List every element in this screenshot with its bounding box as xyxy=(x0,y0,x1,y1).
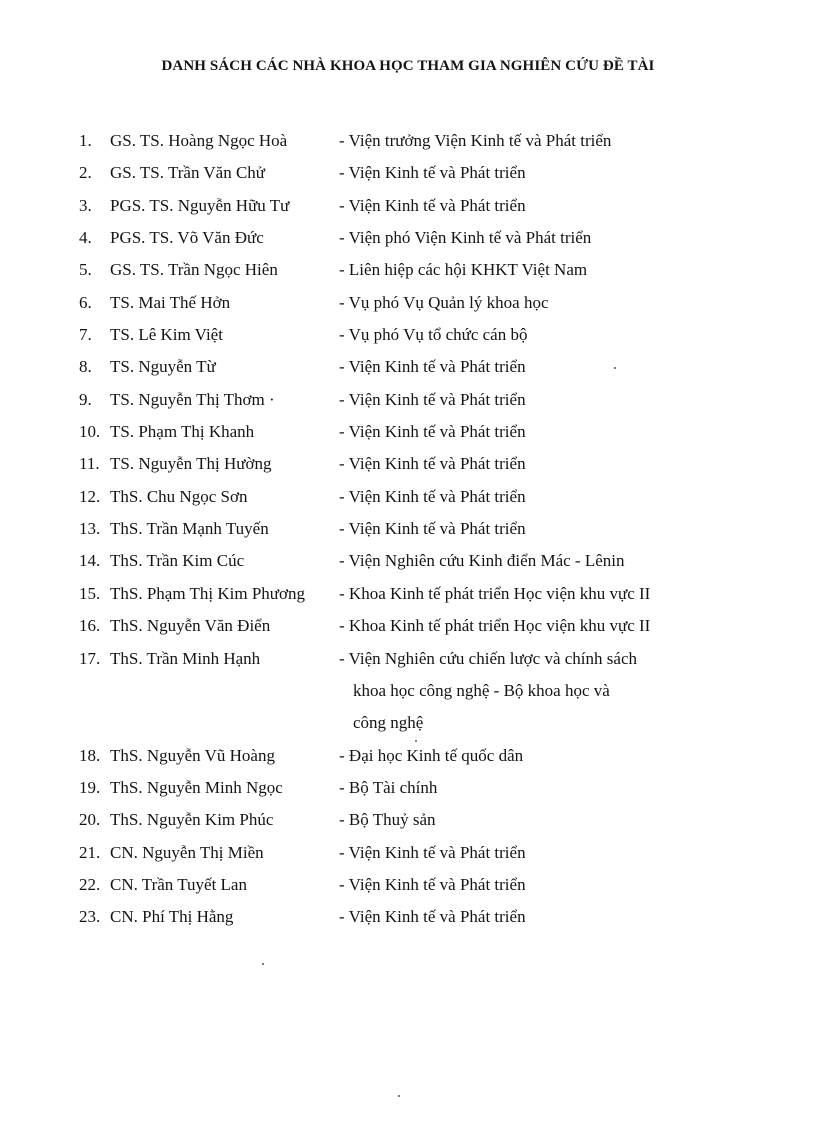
member-number: 10. xyxy=(79,422,101,442)
member-number: 7. xyxy=(79,325,92,345)
affiliation-line: - Vụ phó Vụ tổ chức cán bộ xyxy=(339,325,528,345)
member-number: 5. xyxy=(79,260,92,280)
member-number: 19. xyxy=(79,777,101,797)
scan-speck xyxy=(262,963,264,965)
member-row xyxy=(74,351,774,383)
member-number: 6. xyxy=(79,292,92,312)
member-name: TS. Nguyễn Từ xyxy=(110,357,216,377)
affiliation-line: - Khoa Kinh tế phát triển Học viện khu vực II xyxy=(339,583,651,603)
affiliation-line: - Đại học Kinh tế quốc dân xyxy=(339,745,524,765)
member-affiliation xyxy=(339,643,709,740)
affiliation-line: - Viện Kinh tế và Phát triển xyxy=(339,357,526,377)
affiliation-line: - Viện Kinh tế và Phát triển xyxy=(339,874,526,894)
member-name: ThS. Nguyễn Kim Phúc xyxy=(110,810,274,830)
scan-speck xyxy=(398,1095,400,1097)
member-affiliation xyxy=(339,190,709,222)
scan-speck xyxy=(415,740,417,742)
member-row xyxy=(74,125,774,157)
member-number: 11. xyxy=(79,454,100,474)
affiliation-line: - Khoa Kinh tế phát triển Học viện khu vực II xyxy=(339,616,651,636)
member-name: PGS. TS. Nguyễn Hữu Tư xyxy=(110,195,290,215)
member-affiliation xyxy=(339,610,709,642)
affiliation-line: - Viện Kinh tế và Phát triển xyxy=(339,454,526,474)
member-affiliation xyxy=(339,837,709,869)
affiliation-line: - Viện Kinh tế và Phát triển xyxy=(339,486,526,506)
affiliation-line: - Viện trưởng Viện Kinh tế và Phát triển xyxy=(339,131,612,150)
member-affiliation xyxy=(339,319,709,351)
member-row xyxy=(74,901,774,933)
member-name: GS. TS. Trần Ngọc Hiên xyxy=(110,260,278,280)
affiliation-line: - Vụ phó Vụ Quản lý khoa học xyxy=(339,292,549,312)
member-number: 8. xyxy=(79,357,92,377)
member-row xyxy=(74,869,774,901)
member-name: GS. TS. Hoàng Ngọc Hoà xyxy=(110,131,288,150)
affiliation-line: - Viện Kinh tế và Phát triển xyxy=(339,842,526,862)
member-number: 12. xyxy=(79,486,101,506)
member-row xyxy=(74,319,774,351)
member-affiliation xyxy=(339,545,709,577)
member-row xyxy=(74,190,774,222)
affiliation-line: - Viện Nghiên cứu Kinh điển Mác - Lênin xyxy=(339,551,625,571)
member-name: CN. Trần Tuyết Lan xyxy=(110,874,247,894)
member-name: ThS. Trần Mạnh Tuyến xyxy=(110,519,269,539)
page-title: DANH SÁCH CÁC NHÀ KHOA HỌC THAM GIA NGHIÊN CỨU ĐỀ TÀI xyxy=(161,58,655,74)
affiliation-line: - Viện Kinh tế và Phát triển xyxy=(339,389,526,409)
member-row xyxy=(74,513,774,545)
affiliation-line: - Bộ Thuỷ sản xyxy=(339,810,436,830)
member-row xyxy=(74,545,774,577)
member-name: GS. TS. Trần Văn Chử xyxy=(110,163,266,183)
affiliation-line: - Viện Kinh tế và Phát triển xyxy=(339,163,526,183)
member-row xyxy=(74,416,774,448)
member-affiliation xyxy=(339,157,709,189)
member-row xyxy=(74,578,774,610)
member-number: 16. xyxy=(79,616,101,636)
member-affiliation xyxy=(339,772,709,804)
member-number: 9. xyxy=(79,389,92,409)
member-affiliation xyxy=(339,125,709,157)
member-row xyxy=(74,157,774,189)
member-name: CN. Nguyễn Thị Miền xyxy=(110,842,264,862)
scan-speck xyxy=(614,367,616,369)
affiliation-line: - Viện Kinh tế và Phát triển xyxy=(339,907,526,927)
affiliation-line: - Viện Kinh tế và Phát triển xyxy=(339,422,526,442)
member-number: 3. xyxy=(79,195,92,215)
member-name: CN. Phí Thị Hằng xyxy=(110,907,234,927)
member-affiliation xyxy=(339,869,709,901)
member-name: ThS. Nguyễn Minh Ngọc xyxy=(110,777,283,797)
member-name: ThS. Nguyễn Văn Điển xyxy=(110,616,271,636)
member-number: 20. xyxy=(79,810,101,830)
member-name: TS. Nguyễn Thị Thơm · xyxy=(110,389,275,409)
member-row xyxy=(74,772,774,804)
member-row xyxy=(74,481,774,513)
member-affiliation xyxy=(339,384,709,416)
member-number: 21. xyxy=(79,842,101,862)
affiliation-line: - Liên hiệp các hội KHKT Việt Nam xyxy=(339,260,588,280)
member-affiliation xyxy=(339,287,709,319)
affiliation-line: - Viện Nghiên cứu chiến lược và chính sách xyxy=(339,648,637,668)
member-name: TS. Mai Thế Hởn xyxy=(110,292,231,312)
member-row xyxy=(74,837,774,869)
member-affiliation xyxy=(339,513,709,545)
member-name: TS. Phạm Thị Khanh xyxy=(110,422,255,442)
affiliation-line: khoa học công nghệ - Bộ khoa học và xyxy=(353,680,610,700)
member-affiliation xyxy=(339,448,709,480)
member-name: ThS. Nguyễn Vũ Hoàng xyxy=(110,745,275,765)
member-affiliation xyxy=(339,254,709,286)
member-affiliation xyxy=(339,804,709,836)
member-number: 15. xyxy=(79,583,101,603)
member-row xyxy=(74,287,774,319)
member-number: 23. xyxy=(79,907,101,927)
member-name: ThS. Chu Ngọc Sơn xyxy=(110,486,248,506)
member-affiliation xyxy=(339,416,709,448)
member-row xyxy=(74,222,774,254)
member-name: TS. Lê Kim Việt xyxy=(110,325,223,345)
member-number: 18. xyxy=(79,745,101,765)
member-name: ThS. Phạm Thị Kim Phương xyxy=(110,583,305,603)
member-affiliation xyxy=(339,481,709,513)
member-name: TS. Nguyễn Thị Hường xyxy=(110,454,272,474)
member-name: ThS. Trần Kim Cúc xyxy=(110,551,245,571)
member-name: PGS. TS. Võ Văn Đức xyxy=(110,228,264,248)
affiliation-line: công nghệ xyxy=(353,713,424,733)
member-row xyxy=(74,804,774,836)
member-number: 13. xyxy=(79,519,101,539)
member-number: 14. xyxy=(79,551,101,571)
member-affiliation xyxy=(339,740,709,772)
affiliation-line: - Bộ Tài chính xyxy=(339,777,438,797)
member-row xyxy=(74,384,774,416)
affiliation-line: - Viện Kinh tế và Phát triển xyxy=(339,519,526,539)
member-row xyxy=(74,610,774,642)
member-row xyxy=(74,254,774,286)
member-affiliation xyxy=(339,578,709,610)
member-number: 4. xyxy=(79,228,92,248)
member-affiliation xyxy=(339,901,709,933)
member-row xyxy=(74,740,774,772)
member-number: 17. xyxy=(79,648,101,668)
member-row xyxy=(74,448,774,480)
member-affiliation xyxy=(339,351,709,383)
member-number: 1. xyxy=(79,131,92,150)
members-list xyxy=(74,125,774,934)
member-name: ThS. Trần Minh Hạnh xyxy=(110,648,261,668)
affiliation-line: - Viện phó Viện Kinh tế và Phát triển xyxy=(339,228,592,248)
member-row xyxy=(74,643,774,740)
affiliation-line: - Viện Kinh tế và Phát triển xyxy=(339,195,526,215)
member-number: 2. xyxy=(79,163,92,183)
member-number: 22. xyxy=(79,874,101,894)
member-affiliation xyxy=(339,222,709,254)
